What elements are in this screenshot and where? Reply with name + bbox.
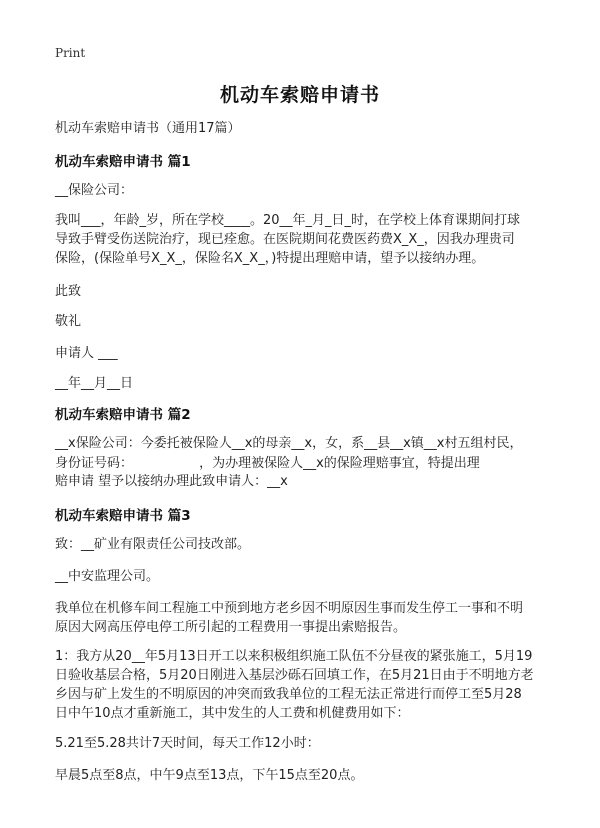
recipient-line: 致：__矿业有限责任公司技改部。 (55, 537, 251, 552)
paragraph-line: 1：我方从20__年5月13日开工以来积极组织施工队伍不分昼夜的紧张施工，5月19 (55, 649, 533, 664)
salutation-1: __保险公司： (55, 183, 134, 198)
section-heading-3: 机动车索赔申请书 篇3 (55, 508, 191, 524)
applicant-line: 申请人 ___ (55, 346, 118, 361)
paragraph-line: 我叫___，年龄_岁，所在学校____。20__年_月_日_时，在学校上体育课期间打球 (55, 213, 521, 228)
print-label[interactable]: Print (55, 46, 86, 60)
paragraph-line: __x保险公司：今委托被保险人__x的母亲__x，女，系__县__x镇__x村五组村民， (55, 436, 523, 451)
paragraph-line: 乡因与矿上发生的不明原因的冲突而致我单位的工程无法正常进行而停工至5月28 (55, 687, 522, 702)
paragraph-line: 保险，(保险单号X_X_，保险名X_X_，)特提出理赔申请，望予以接纳办理。 (55, 251, 485, 266)
paragraph-line: 导致手臂受伤送院治疗，现已痊愈。在医院期间花费医药费X_X_，因我办理贵司 (55, 232, 515, 247)
paragraph-line: 赔申请 望予以接纳办理此致申请人：__x (55, 474, 288, 489)
date-line: __年__月__日 (55, 376, 134, 391)
paragraph-line: 身份证号码： ，为办理被保险人__x的保险理赔事宜，特提出理 (55, 456, 480, 471)
paragraph-line: 原因大网高压停电停工所引起的工程费用一事提出索赔报告。 (55, 620, 407, 635)
hours-line: 早晨5点至8点，中午9点至13点，下午15点至20点。 (55, 768, 364, 783)
document-title: 机动车索赔申请书 (219, 84, 380, 106)
document-subtitle: 机动车索赔申请书（通用17篇） (55, 121, 241, 136)
paragraph-line: 日中午10点才重新施工，其中发生的人工费和机健费用如下： (55, 706, 410, 721)
section-heading-1: 机动车索赔申请书 篇1 (55, 154, 191, 170)
paragraph-line: 我单位在机修车间工程施工中预到地方老乡因不明原因生事而发生停工一事和不明 (55, 601, 524, 616)
section-heading-2: 机动车索赔申请书 篇2 (55, 407, 191, 423)
period-line: 5.21至5.28共计7天时间，每天工作12小时： (55, 736, 320, 751)
closing-line: 敬礼 (55, 314, 82, 329)
closing-line: 此致 (55, 284, 82, 299)
cc-line: __中安监理公司。 (55, 569, 160, 584)
paragraph-line: 日验收基层合格，5月20日刚进入基层沙砾石回填工作，在5月21日由于不明地方老 (55, 668, 534, 683)
